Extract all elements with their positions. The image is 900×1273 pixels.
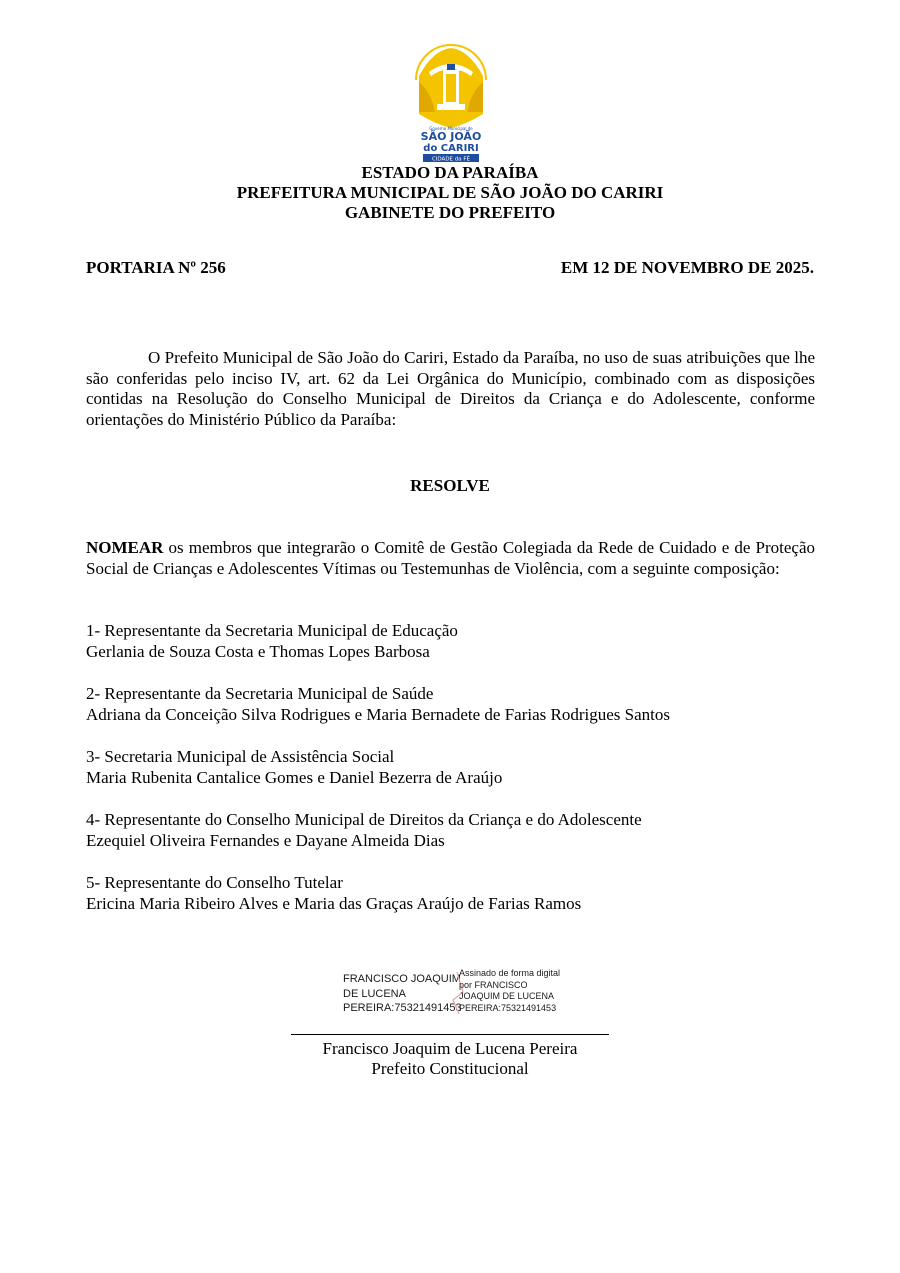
digital-signature [343,968,583,1020]
member-item [86,746,502,788]
portaria-number: PORTARIA Nº 256 [86,258,226,277]
member-names: Ericina Maria Ribeiro Alves e Maria das Graças Araújo de Farias Ramos [86,894,582,913]
svg-text:Governo Municipal de: Governo Municipal de [429,126,473,131]
member-title: 5- Representante do Conselho Tutelar [86,873,343,892]
municipal-logo [413,42,489,164]
signature-signer [343,972,462,1016]
member-title: 3- Secretaria Municipal de Assistência Social [86,747,395,766]
nomear-keyword: NOMEAR [86,538,164,557]
signature-line [291,1034,609,1035]
note-line: PEREIRA:75321491453 [459,1002,557,1013]
note-line: Assinado de forma digital [459,968,561,978]
signer-line: FRANCISCO JOAQUIM [343,973,461,985]
member-names: Adriana da Conceição Silva Rodrigues e Maria Bernadete de Farias Rodrigues Santos [86,705,670,724]
member-title: 2- Representante da Secretaria Municipal de Saúde [86,684,434,703]
member-item [86,683,670,725]
signatory-name: Francisco Joaquim de Lucena Pereira [322,1039,578,1058]
portaria-date: EM 12 DE NOVEMBRO DE 2025. [560,258,814,277]
signature-note [459,968,560,1014]
svg-text:CIDADE da FÉ: CIDADE da FÉ [431,156,471,163]
svg-text:do CARIRI: do CARIRI [423,143,479,154]
signatory-role: Prefeito Constitucional [371,1059,529,1078]
header-prefecture: PREFEITURA MUNICIPAL DE SÃO JOÃO DO CARIRI [236,183,664,202]
note-line: por FRANCISCO [459,979,528,990]
member-names: Gerlania de Souza Costa e Thomas Lopes Barbosa [86,642,430,661]
intro-text: O Prefeito Municipal de São João do Cariri, Estado da Paraíba, no uso de suas atribuições que lhe são conferidas pelo inciso IV, art. 62 da Lei Orgânica do Município, combinado com as disposições contidas na Resolução do Conselho Municipal de Direitos da Criança e do Adolescente, conforme orientações do Ministério Público da Paraíba: [86,348,815,429]
member-item [86,809,642,851]
resolve-heading: RESOLVE [410,476,490,495]
intro-paragraph [86,348,815,430]
logo-emblem [413,42,489,164]
member-title: 1- Representante da Secretaria Municipal de Educação [86,621,458,640]
nomear-paragraph [86,538,815,579]
nomear-text: os membros que integrarão o Comitê de Gestão Colegiada da Rede de Cuidado e de Proteção Social de Crianças e Adolescentes Vítimas ou Testemunhas de Violência, com a seguinte composição: [86,538,815,578]
header-office: GABINETE DO PREFEITO [344,203,556,222]
svg-text:SÃO JOÃO: SÃO JOÃO [420,130,482,143]
header-state: ESTADO DA PARAÍBA [361,163,539,182]
member-item [86,620,458,662]
signer-line: DE LUCENA [343,987,406,1000]
member-names: Maria Rubenita Cantalice Gomes e Daniel Bezerra de Araújo [86,768,503,787]
note-line: JOAQUIM DE LUCENA [459,991,555,1001]
member-names: Ezequiel Oliveira Fernandes e Dayane Almeida Dias [86,831,445,850]
member-title: 4- Representante do Conselho Municipal de Direitos da Criança e do Adolescente [86,810,642,829]
member-item [86,872,581,914]
signer-line: PEREIRA:75321491453 [343,1002,462,1014]
